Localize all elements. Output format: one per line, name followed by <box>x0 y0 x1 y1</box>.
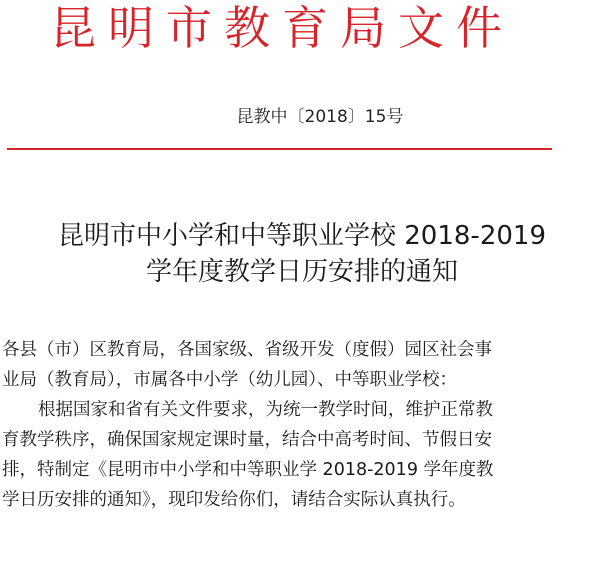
paragraph-line-4: 学日历安排的通知》，现印发给你们，请结合实际认真执行。 <box>2 490 466 510</box>
addressee-line-2: 业局（教育局），市属各中小学（幼儿园）、中等职业学校： <box>2 370 457 390</box>
body-paragraph <box>2 395 602 515</box>
notice-title-line-2: 学年度教学日历安排的通知 <box>145 257 458 287</box>
notice-body <box>2 335 602 515</box>
document-number: 昆教中〔2018〕15号 <box>236 107 404 127</box>
paragraph-line-3: 排，特制定《昆明市中小学和中等职业学 2018-2019 学年度教 <box>2 460 494 480</box>
paragraph-line-2: 育教学秩序，确保国家规定课时量，结合中高考时间、节假日安 <box>2 430 492 450</box>
notice-title <box>0 218 604 290</box>
red-separator-line <box>7 148 552 150</box>
addressee <box>2 335 602 395</box>
masthead-title: 昆明市教育局文件 <box>50 1 514 55</box>
paragraph-line-1: 根据国家和省有关文件要求，为统一教学时间，维护正常教 <box>38 400 493 420</box>
notice-title-line-1: 昆明市中小学和中等职业学校 2018-2019 <box>58 221 546 251</box>
addressee-line-1: 各县（市）区教育局，各国家级、省级开发（度假）园区社会事 <box>2 340 492 360</box>
